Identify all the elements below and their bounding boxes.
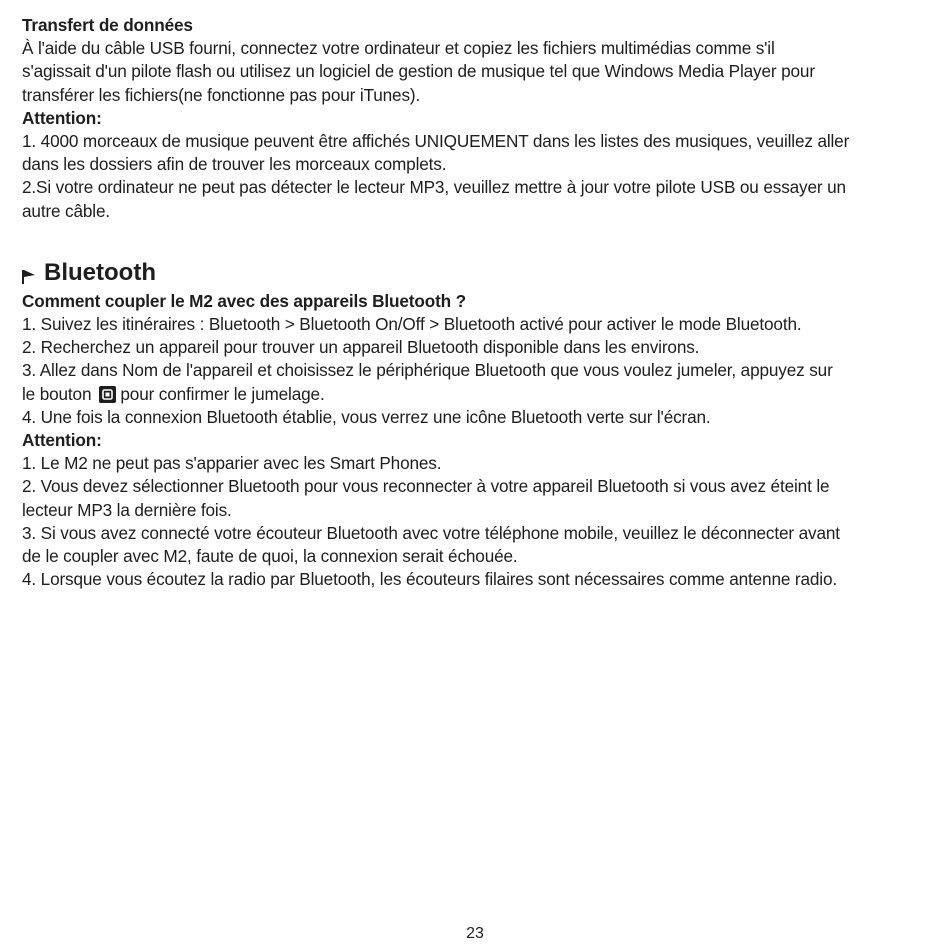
section-spacer — [22, 223, 944, 258]
attention-line: lecteur MP3 la dernière fois. — [22, 499, 232, 520]
step3-cont-after: pour confirmer le jumelage. — [120, 383, 325, 404]
attention-line: dans les dossiers afin de trouver les morceaux complets. — [22, 154, 447, 175]
attention-line: autre câble. — [22, 200, 111, 221]
attention-line: 1. Le M2 ne peut pas s'apparier avec les Smart Phones. — [22, 453, 442, 474]
bluetooth-heading-text: Bluetooth — [44, 258, 156, 286]
paragraph-line: s'agissait d'un pilote flash ou utilisez un logiciel de gestion de musique tel que Windows Media Player pour — [22, 61, 815, 82]
attention-line: 4. Lorsque vous écoutez la radio par Bluetooth, les écouteurs filaires sont nécessaires comme antenne radio. — [22, 569, 838, 590]
bluetooth-heading — [22, 258, 944, 288]
step-line: 4. Une fois la connexion Bluetooth établie, vous verrez une icône Bluetooth verte sur l'écran. — [22, 406, 711, 427]
paragraph-line: transférer les fichiers(ne fonctionne pas pour iTunes). — [22, 84, 421, 105]
flag-icon — [22, 263, 36, 279]
paragraph-line: À l'aide du câble USB fourni, connectez votre ordinateur et copiez les fichiers multimédias comme s'il — [22, 38, 775, 59]
pairing-subheading: Comment coupler le M2 avec des appareils Bluetooth ? — [22, 290, 466, 311]
step3-cont-before: le bouton — [22, 383, 92, 404]
attention-label: Attention: — [22, 430, 102, 451]
attention-label: Attention: — [22, 107, 102, 128]
attention-line: de le coupler avec M2, faute de quoi, la connexion serait échouée. — [22, 546, 518, 567]
step-line: 1. Suivez les itinéraires : Bluetooth > Bluetooth On/Off > Bluetooth activé pour activer le mode Bluetooth. — [22, 314, 802, 335]
manual-page — [22, 14, 944, 591]
step-line: 2. Recherchez un appareil pour trouver un appareil Bluetooth disponible dans les environs. — [22, 337, 700, 358]
page-number: 23 — [466, 925, 484, 942]
attention-line: 1. 4000 morceaux de musique peuvent être affichés UNIQUEMENT dans les listes des musiques, veuillez aller — [22, 131, 850, 152]
step-line-continued — [22, 383, 944, 406]
attention-line: 2. Vous devez sélectionner Bluetooth pour vous reconnecter à votre appareil Bluetooth si vous avez éteint le — [22, 476, 830, 497]
confirm-button-icon — [99, 386, 116, 403]
attention-line: 2.Si votre ordinateur ne peut pas détecter le lecteur MP3, veuillez mettre à jour votre pilote USB ou essayer un — [22, 177, 846, 198]
attention-line: 3. Si vous avez connecté votre écouteur Bluetooth avec votre téléphone mobile, veuillez le déconnecter avant — [22, 522, 840, 543]
section-title-data-transfer: Transfert de données — [22, 15, 193, 35]
step-line: 3. Allez dans Nom de l'appareil et choisissez le périphérique Bluetooth que vous voulez jumeler, appuyez sur — [22, 360, 833, 381]
